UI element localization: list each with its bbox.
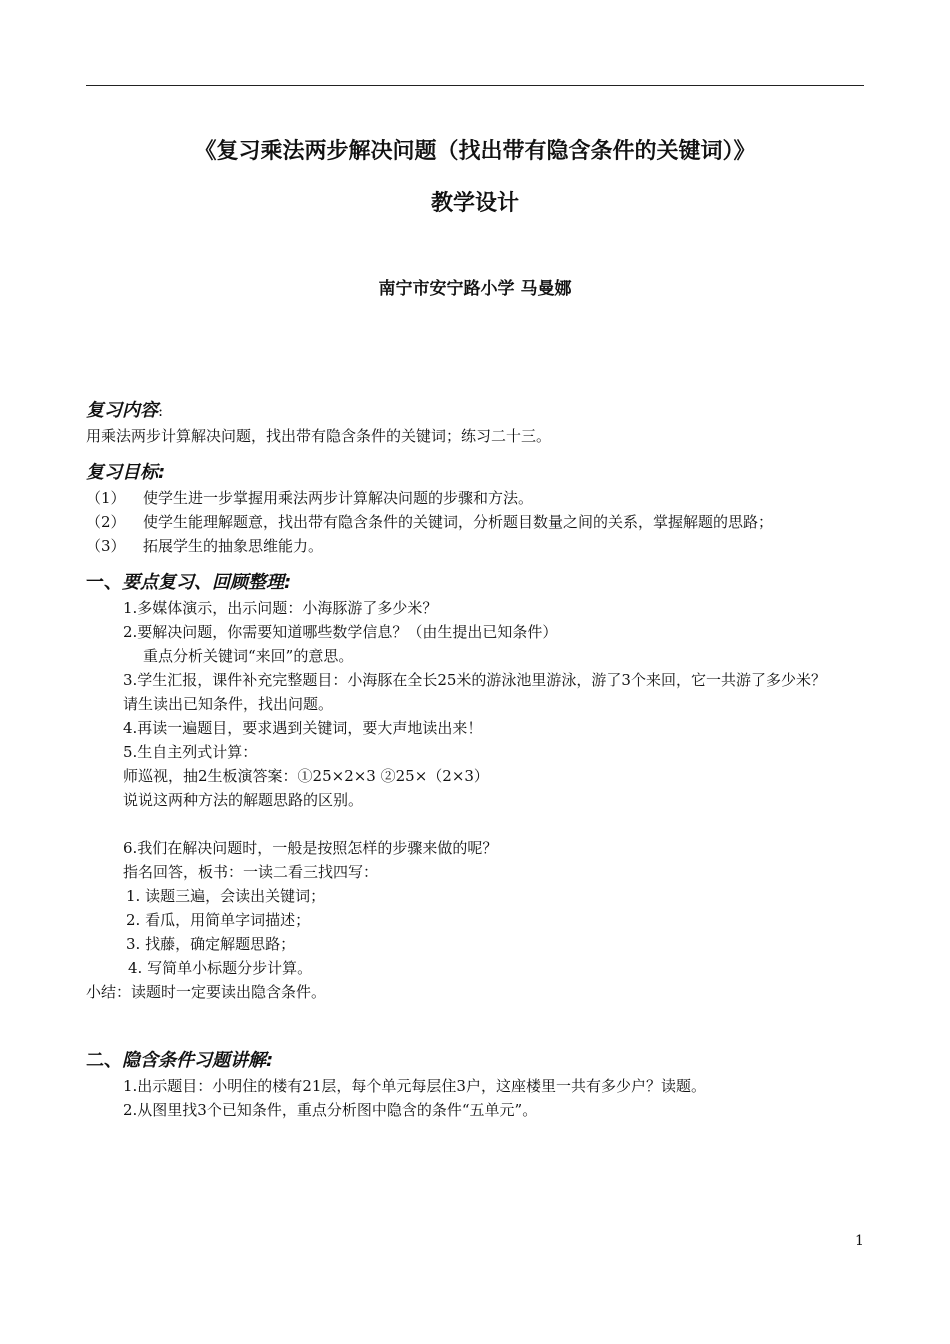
step-item: 1. 读题三遍，会读出关键词； bbox=[126, 887, 326, 905]
goal-item: （1） 使学生进一步掌握用乘法两步计算解决问题的步骤和方法。 bbox=[86, 489, 534, 507]
section1-line: 2.要解决问题，你需要知道哪些数学信息？（由生提出已知条件） bbox=[123, 623, 558, 641]
page-number: 1 bbox=[855, 1233, 864, 1249]
section1-line: 师巡视，抽2生板演答案：①25×2×3 ②25×（2×3） bbox=[123, 767, 489, 785]
review-content-heading: 复习内容: bbox=[86, 400, 164, 421]
review-goals-heading: 复习目标: bbox=[86, 462, 166, 483]
section1-line: 6.我们在解决问题时，一般是按照怎样的步骤来做的呢？ bbox=[123, 839, 498, 857]
document-subtitle: 教学设计 bbox=[430, 191, 519, 216]
section1-summary: 小结：读题时一定要读出隐含条件。 bbox=[86, 983, 327, 1001]
step-item: 4. 写简单小标题分步计算。 bbox=[128, 959, 313, 977]
section2-line: 2.从图里找3个已知条件，重点分析图中隐含的条件“五单元”。 bbox=[123, 1101, 538, 1119]
step-item: 3. 找藤，确定解题思路； bbox=[126, 935, 296, 953]
author-line: 南宁市安宁路小学 马曼娜 bbox=[378, 279, 572, 299]
review-content-text: 用乘法两步计算解决问题，找出带有隐含条件的关键词；练习二十三。 bbox=[86, 427, 552, 445]
section1-line: 重点分析关键词“来回”的意思。 bbox=[143, 647, 354, 665]
goal-item: （3） 拓展学生的抽象思维能力。 bbox=[86, 537, 324, 555]
section1-line: 5.生自主列式计算： bbox=[123, 743, 258, 761]
section1-line: 3.学生汇报，课件补充完整题目：小海豚在全长25米的游泳池里游泳，游了3个来回，它一共游了多少米？ bbox=[123, 671, 826, 689]
document-title: 《复习乘法两步解决问题（找出带有隐含条件的关键词）》 bbox=[194, 139, 756, 164]
section1-line: 4.再读一遍题目，要求遇到关键词，要大声地读出来！ bbox=[123, 719, 483, 737]
section1-line: 指名回答，板书：一读二看三找四写： bbox=[123, 863, 379, 881]
header-rule bbox=[86, 85, 864, 86]
section1-heading: 一、要点复习、回顾整理: bbox=[86, 572, 292, 593]
section1-line: 请生读出已知条件，找出问题。 bbox=[123, 695, 334, 713]
section2-line: 1.出示题目：小明住的楼有21层，每个单元每层住3户，这座楼里一共有多少户？读题。 bbox=[123, 1077, 706, 1095]
section2-heading: 二、隐含条件习题讲解: bbox=[86, 1050, 274, 1071]
section1-line: 说说这两种方法的解题思路的区别。 bbox=[123, 791, 364, 809]
goal-item: （2） 使学生能理解题意，找出带有隐含条件的关键词，分析题目数量之间的关系，掌握解题的思路； bbox=[86, 513, 774, 531]
section1-line: 1.多媒体演示，出示问题：小海豚游了多少米？ bbox=[123, 599, 438, 617]
document-body bbox=[86, 398, 864, 1122]
step-item: 2. 看瓜，用简单字词描述； bbox=[126, 911, 311, 929]
